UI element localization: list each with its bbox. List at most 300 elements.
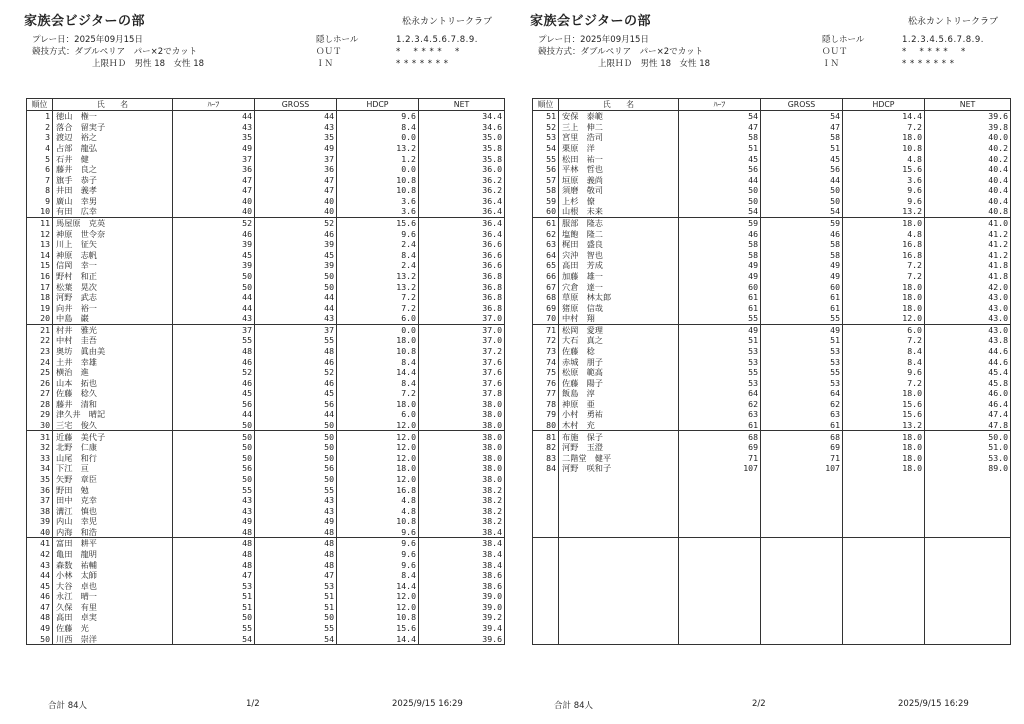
out-label: ＯＵＴ [822, 47, 848, 57]
cell-gross: 50 [761, 185, 843, 196]
cell-half: 69 [679, 442, 761, 453]
cell-gross [761, 474, 843, 485]
cell-rank: 55 [533, 153, 559, 164]
cell-hdcp: 7.2 [337, 388, 419, 399]
cell-hdcp: 8.4 [843, 346, 925, 357]
cell-half: 44 [679, 174, 761, 185]
header-net: NET [925, 99, 1011, 111]
table-row [533, 281, 1011, 292]
table-row [27, 260, 505, 271]
cell-half: 35 [173, 132, 255, 143]
cell-rank: 82 [533, 442, 559, 453]
cell-name: 神原 志帆 [53, 250, 173, 261]
cell-gross: 58 [761, 250, 843, 261]
cell-name [559, 580, 679, 591]
cell-name: 中村 翔 [559, 313, 679, 324]
cell-hdcp: 1.2 [337, 153, 419, 164]
cell-name: 猪原 信哉 [559, 302, 679, 313]
club-name: 松永カントリークラブ [907, 17, 998, 27]
cell-gross [761, 516, 843, 527]
cell-half: 44 [173, 111, 255, 122]
cell-name: 河野 武志 [53, 292, 173, 303]
printed-timestamp: 2025/9/15 16:29 [898, 699, 969, 709]
cell-net: 38.0 [419, 409, 505, 420]
cell-half [679, 484, 761, 495]
cell-name: 上杉 僚 [559, 196, 679, 207]
cell-net: 38.4 [419, 527, 505, 538]
page-title: 家族会ビジターの部 [24, 14, 145, 29]
cell-gross: 48 [255, 527, 337, 538]
cell-name: 梶田 盛良 [559, 239, 679, 250]
cell-hdcp: 8.4 [337, 570, 419, 581]
cell-net: 47.4 [925, 409, 1011, 420]
cell-gross [761, 633, 843, 644]
cell-hdcp [843, 612, 925, 623]
cell-hdcp [843, 538, 925, 549]
cell-gross: 49 [255, 516, 337, 527]
cell-gross: 50 [255, 474, 337, 485]
cell-net: 43.0 [925, 302, 1011, 313]
cell-name: 奥坊 眞由美 [53, 346, 173, 357]
cell-net: 38.0 [419, 442, 505, 453]
cell-half: 71 [679, 453, 761, 464]
cell-name: 安保 泰範 [559, 111, 679, 122]
cell-rank: 38 [27, 505, 53, 516]
cell-net: 46.4 [925, 399, 1011, 410]
table-row [27, 431, 505, 442]
cell-net: 38.0 [419, 420, 505, 431]
table-row [533, 153, 1011, 164]
table-row [27, 302, 505, 313]
table-row [533, 377, 1011, 388]
cell-hdcp: 16.8 [843, 250, 925, 261]
cell-half: 52 [173, 367, 255, 378]
table-row [533, 516, 1011, 527]
cell-hdcp: 3.6 [337, 196, 419, 207]
cell-half: 64 [679, 388, 761, 399]
cell-rank [533, 474, 559, 485]
cell-net: 36.0 [419, 164, 505, 175]
cell-net: 36.2 [419, 174, 505, 185]
table-row [27, 346, 505, 357]
table-row [27, 217, 505, 228]
table-row [27, 324, 505, 335]
table-row [27, 399, 505, 410]
cell-half: 36 [173, 164, 255, 175]
cell-rank [533, 484, 559, 495]
cell-rank: 57 [533, 174, 559, 185]
cell-rank: 30 [27, 420, 53, 431]
cell-half: 43 [173, 505, 255, 516]
table-row [533, 302, 1011, 313]
cell-hdcp: 6.0 [337, 313, 419, 324]
table-row [27, 442, 505, 453]
cell-rank [533, 570, 559, 581]
cell-half: 55 [173, 335, 255, 346]
table-row [533, 164, 1011, 175]
cell-net: 41.0 [925, 217, 1011, 228]
cell-name: 小村 勇祐 [559, 409, 679, 420]
table-row [27, 527, 505, 538]
cell-rank: 75 [533, 367, 559, 378]
cell-rank: 39 [27, 516, 53, 527]
cell-gross [761, 612, 843, 623]
cell-net: 41.2 [925, 228, 1011, 239]
table-row [27, 388, 505, 399]
cell-gross [761, 559, 843, 570]
cell-rank [533, 623, 559, 634]
cell-rank: 51 [533, 111, 559, 122]
play-date: プレー日：2025年09月15日 [32, 35, 143, 45]
cell-gross: 46 [761, 228, 843, 239]
cell-rank: 79 [533, 409, 559, 420]
cell-hdcp: 12.0 [337, 453, 419, 464]
cell-half: 54 [679, 206, 761, 217]
cell-net [925, 527, 1011, 538]
table-header [533, 99, 1011, 111]
cell-hdcp: 9.6 [337, 559, 419, 570]
table-row [533, 271, 1011, 282]
cell-hdcp: 15.6 [337, 217, 419, 228]
cell-net: 35.8 [419, 153, 505, 164]
cell-half: 48 [173, 346, 255, 357]
table-row [533, 132, 1011, 143]
table-row [533, 559, 1011, 570]
table-row [533, 463, 1011, 474]
cell-net: 36.4 [419, 196, 505, 207]
cell-rank: 1 [27, 111, 53, 122]
cell-hdcp: 18.0 [843, 281, 925, 292]
cell-hdcp: 18.0 [843, 302, 925, 313]
table-row [533, 260, 1011, 271]
cell-gross [761, 580, 843, 591]
cell-net [925, 570, 1011, 581]
cell-name: 佐藤 稔 [559, 346, 679, 357]
cell-net: 36.6 [419, 250, 505, 261]
cell-rank: 18 [27, 292, 53, 303]
hidden-holes: 1.2.3.4.5.6.7.8.9. [396, 35, 478, 45]
cell-rank: 54 [533, 143, 559, 154]
cell-hdcp: 13.2 [337, 281, 419, 292]
cell-gross: 47 [761, 122, 843, 133]
table-row [533, 250, 1011, 261]
cell-hdcp [843, 516, 925, 527]
cell-net [925, 559, 1011, 570]
cell-gross [761, 623, 843, 634]
header-half: ﾊｰﾌ [173, 99, 255, 111]
cell-name [559, 559, 679, 570]
cell-half: 51 [173, 602, 255, 613]
cell-gross: 51 [255, 591, 337, 602]
table-row [27, 484, 505, 495]
cell-rank: 9 [27, 196, 53, 207]
cell-net: 38.4 [419, 538, 505, 549]
cell-name: 二階堂 健平 [559, 453, 679, 464]
cell-rank: 6 [27, 164, 53, 175]
cell-rank: 24 [27, 356, 53, 367]
cell-half: 44 [173, 302, 255, 313]
cell-gross: 51 [761, 143, 843, 154]
cell-name: 松田 祐一 [559, 153, 679, 164]
cell-net [925, 495, 1011, 506]
cell-net: 40.4 [925, 196, 1011, 207]
cell-half: 46 [173, 356, 255, 367]
cell-rank: 63 [533, 239, 559, 250]
cell-rank: 46 [27, 591, 53, 602]
cell-rank: 43 [27, 559, 53, 570]
cell-rank: 45 [27, 580, 53, 591]
cell-hdcp [843, 580, 925, 591]
cell-net: 38.2 [419, 495, 505, 506]
cell-gross: 50 [255, 612, 337, 623]
cell-net [925, 484, 1011, 495]
cell-rank: 11 [27, 217, 53, 228]
play-date: プレー日：2025年09月15日 [538, 35, 649, 45]
table-row [533, 453, 1011, 464]
cell-net: 39.8 [925, 122, 1011, 133]
cell-rank: 81 [533, 431, 559, 442]
table-row [27, 185, 505, 196]
table-row [533, 388, 1011, 399]
cell-net: 40.2 [925, 153, 1011, 164]
cell-name: 宮里 浩司 [559, 132, 679, 143]
header-hdcp: HDCP [843, 99, 925, 111]
cell-hdcp [843, 591, 925, 602]
cell-rank: 80 [533, 420, 559, 431]
cell-hdcp: 7.2 [843, 122, 925, 133]
cell-rank: 21 [27, 324, 53, 335]
cell-name: 高田 芳成 [559, 260, 679, 271]
header-name: 氏 名 [53, 99, 173, 111]
cell-hdcp: 2.4 [337, 260, 419, 271]
cell-rank: 53 [533, 132, 559, 143]
cell-net: 35.8 [419, 143, 505, 154]
cell-hdcp: 3.6 [843, 174, 925, 185]
cell-gross: 43 [255, 313, 337, 324]
cell-half: 43 [173, 122, 255, 133]
cell-net: 43.0 [925, 313, 1011, 324]
cell-name: 高田 卓実 [53, 612, 173, 623]
cell-gross: 37 [255, 324, 337, 335]
cell-net: 34.4 [419, 111, 505, 122]
cell-rank: 56 [533, 164, 559, 175]
cell-net: 43.8 [925, 335, 1011, 346]
cell-name [559, 495, 679, 506]
table-row [27, 313, 505, 324]
cell-rank: 36 [27, 484, 53, 495]
cell-half: 51 [173, 591, 255, 602]
cell-rank: 72 [533, 335, 559, 346]
cell-rank [533, 549, 559, 560]
cell-rank: 77 [533, 388, 559, 399]
cell-name: 旗手 恭子 [53, 174, 173, 185]
cell-hdcp: 18.0 [843, 431, 925, 442]
cell-hdcp: 14.4 [337, 580, 419, 591]
cell-name: 信岡 幸一 [53, 260, 173, 271]
cell-gross: 51 [255, 602, 337, 613]
cell-gross: 35 [255, 132, 337, 143]
cell-net: 39.4 [419, 623, 505, 634]
cell-net: 39.0 [419, 602, 505, 613]
table-row [533, 580, 1011, 591]
cell-hdcp: 13.2 [337, 143, 419, 154]
cell-net: 41.2 [925, 250, 1011, 261]
cell-half: 50 [679, 196, 761, 207]
cell-rank: 35 [27, 474, 53, 485]
cell-name: 草原 林太郎 [559, 292, 679, 303]
cell-net: 47.8 [925, 420, 1011, 431]
cell-half [679, 612, 761, 623]
cell-rank: 5 [27, 153, 53, 164]
cell-gross: 49 [761, 324, 843, 335]
cell-gross: 44 [255, 111, 337, 122]
cell-rank: 48 [27, 612, 53, 623]
cell-hdcp: 6.0 [337, 409, 419, 420]
header-hdcp: HDCP [337, 99, 419, 111]
cell-net: 38.0 [419, 453, 505, 464]
table-row [533, 346, 1011, 357]
cell-name: 穴倉 達一 [559, 281, 679, 292]
cell-hdcp: 4.8 [843, 228, 925, 239]
cell-gross [761, 570, 843, 581]
table-row [27, 250, 505, 261]
cell-name [559, 474, 679, 485]
cell-name: 宍沖 智也 [559, 250, 679, 261]
cell-rank: 7 [27, 174, 53, 185]
table-row [533, 122, 1011, 133]
cell-gross: 53 [761, 356, 843, 367]
cell-hdcp [843, 570, 925, 581]
cell-half: 45 [679, 153, 761, 164]
cell-gross: 50 [255, 271, 337, 282]
cell-half [679, 527, 761, 538]
table-row [27, 623, 505, 634]
cell-half: 53 [679, 346, 761, 357]
table-row [27, 538, 505, 549]
cell-rank: 69 [533, 302, 559, 313]
cell-half [679, 549, 761, 560]
cell-rank [533, 633, 559, 644]
header-gross: GROSS [761, 99, 843, 111]
out-hidden-marks: * * * * * * [902, 47, 966, 57]
cell-rank: 27 [27, 388, 53, 399]
cell-name: 塩飽 隆二 [559, 228, 679, 239]
cell-net: 36.2 [419, 185, 505, 196]
cell-rank [533, 538, 559, 549]
cell-hdcp [843, 633, 925, 644]
cell-gross: 45 [255, 250, 337, 261]
cell-net: 36.6 [419, 260, 505, 271]
cell-name: 野村 和正 [53, 271, 173, 282]
table-row [533, 505, 1011, 516]
cell-half [679, 516, 761, 527]
cell-half: 52 [173, 217, 255, 228]
cell-rank: 74 [533, 356, 559, 367]
table-row [533, 356, 1011, 367]
cell-half: 50 [173, 431, 255, 442]
cell-hdcp: 10.8 [337, 516, 419, 527]
cell-net: 89.0 [925, 463, 1011, 474]
cell-rank: 8 [27, 185, 53, 196]
cell-net: 50.0 [925, 431, 1011, 442]
cell-rank: 60 [533, 206, 559, 217]
cell-name: 須磨 敬司 [559, 185, 679, 196]
cell-net: 41.2 [925, 239, 1011, 250]
cell-half: 48 [173, 559, 255, 570]
cell-name: 永江 晴一 [53, 591, 173, 602]
cell-gross: 55 [255, 484, 337, 495]
cell-name: 山尾 和行 [53, 453, 173, 464]
cell-rank: 59 [533, 196, 559, 207]
header-rank: 順位 [533, 99, 559, 111]
cell-half: 49 [679, 260, 761, 271]
cell-hdcp: 7.2 [843, 260, 925, 271]
cell-half [679, 633, 761, 644]
cell-net: 43.0 [925, 292, 1011, 303]
table-row [533, 335, 1011, 346]
cell-half [679, 538, 761, 549]
header-half: ﾊｰﾌ [679, 99, 761, 111]
cell-rank: 78 [533, 399, 559, 410]
cell-net: 37.0 [419, 313, 505, 324]
cell-half: 55 [679, 367, 761, 378]
cell-hdcp: 18.0 [337, 463, 419, 474]
cell-half: 53 [679, 377, 761, 388]
table-row [533, 549, 1011, 560]
cell-rank: 4 [27, 143, 53, 154]
cell-name: 村井 雅光 [53, 324, 173, 335]
cell-net: 38.6 [419, 580, 505, 591]
cell-net: 37.0 [419, 324, 505, 335]
cell-name: 服部 隆志 [559, 217, 679, 228]
cell-name: 佐藤 陽子 [559, 377, 679, 388]
cell-name: 赤城 朋子 [559, 356, 679, 367]
cell-rank: 84 [533, 463, 559, 474]
cell-rank: 33 [27, 453, 53, 464]
cell-net: 40.4 [925, 174, 1011, 185]
cell-hdcp [843, 549, 925, 560]
cell-net: 41.8 [925, 271, 1011, 282]
cell-gross: 44 [255, 292, 337, 303]
cell-hdcp: 10.8 [337, 174, 419, 185]
cell-hdcp: 7.2 [337, 292, 419, 303]
cell-hdcp [843, 495, 925, 506]
table-row [27, 271, 505, 282]
cell-gross: 45 [255, 388, 337, 399]
cell-half: 61 [679, 420, 761, 431]
cell-gross: 52 [255, 367, 337, 378]
cell-rank [533, 527, 559, 538]
cell-name: 矢野 章臣 [53, 474, 173, 485]
cell-name: 津久井 晴記 [53, 409, 173, 420]
cell-half: 51 [679, 335, 761, 346]
cell-hdcp: 8.4 [337, 250, 419, 261]
cell-net [925, 538, 1011, 549]
cell-rank: 31 [27, 431, 53, 442]
cell-hdcp: 8.4 [843, 356, 925, 367]
cell-hdcp: 10.8 [337, 346, 419, 357]
cell-half [679, 505, 761, 516]
cell-half: 62 [679, 399, 761, 410]
handicap-limits: 上限ＨＤ 男性 18 女性 18 [598, 59, 711, 69]
cell-hdcp: 13.2 [337, 271, 419, 282]
cell-gross: 50 [255, 420, 337, 431]
cell-net: 45.8 [925, 377, 1011, 388]
cell-gross: 56 [761, 164, 843, 175]
cell-net: 36.8 [419, 292, 505, 303]
cell-name [559, 591, 679, 602]
cell-rank: 23 [27, 346, 53, 357]
